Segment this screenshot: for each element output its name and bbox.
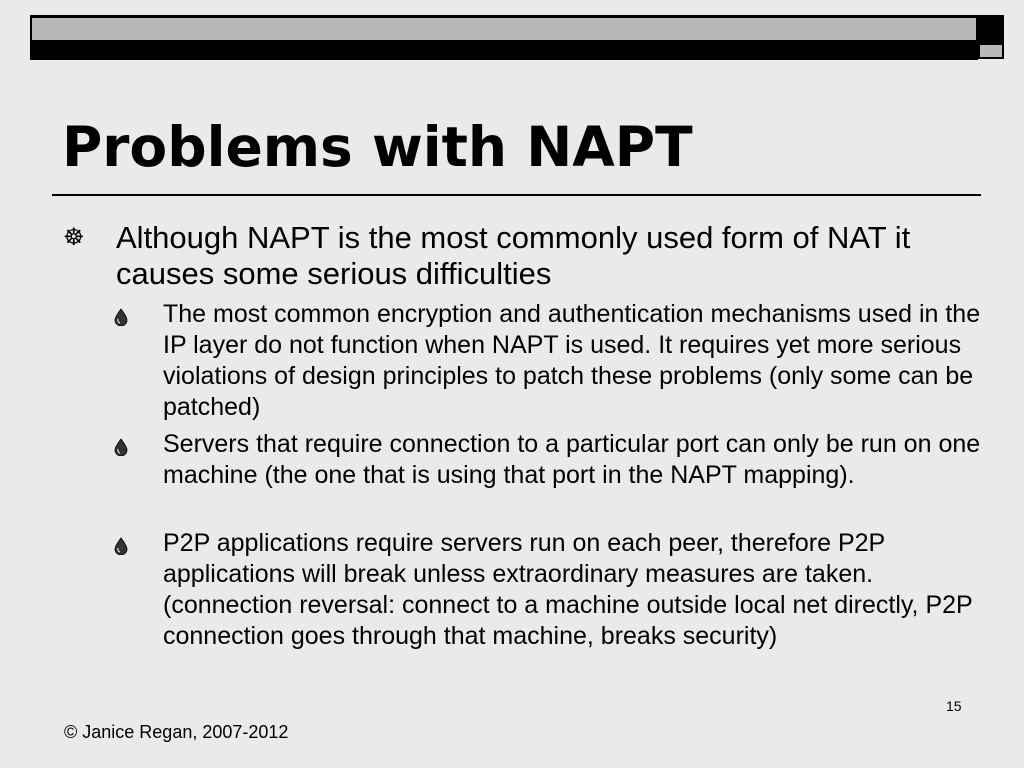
top-decorative-bar xyxy=(30,15,978,60)
corner-block-light xyxy=(978,43,1004,59)
page-number: 15 xyxy=(946,698,962,714)
top-bar-gray-band xyxy=(32,18,976,40)
corner-block-dark xyxy=(978,15,1004,43)
footer-copyright: © Janice Regan, 2007-2012 xyxy=(64,722,289,742)
sub-bullet-3: P2P applications require servers run on each peer, therefore P2P applications will break unless extraordinary measures are taken. (connection reversal: connect to a machine outside local net directly, P2P connection goes through that machine, breaks security) xyxy=(163,529,973,650)
drop-icon xyxy=(114,429,128,466)
sub-bullet-2: Servers that require connection to a particular port can only be run on one machine (the one that is using that port in the NAPT mapping). xyxy=(163,430,981,489)
title-divider xyxy=(52,194,981,196)
wheel-icon: ☸ xyxy=(63,224,85,251)
sub-bullet-1: The most common encryption and authentication mechanisms used in the IP layer do not function when NAPT is used. It requires yet more serious violations of design principles to patch these problems (only some can be patched) xyxy=(163,300,981,421)
drop-icon xyxy=(114,528,128,565)
slide-title: Problems with NAPT xyxy=(62,115,693,179)
main-bullet-text: Although NAPT is the most commonly used form of NAT it causes some serious difficulties xyxy=(116,220,911,291)
drop-icon xyxy=(114,299,128,336)
